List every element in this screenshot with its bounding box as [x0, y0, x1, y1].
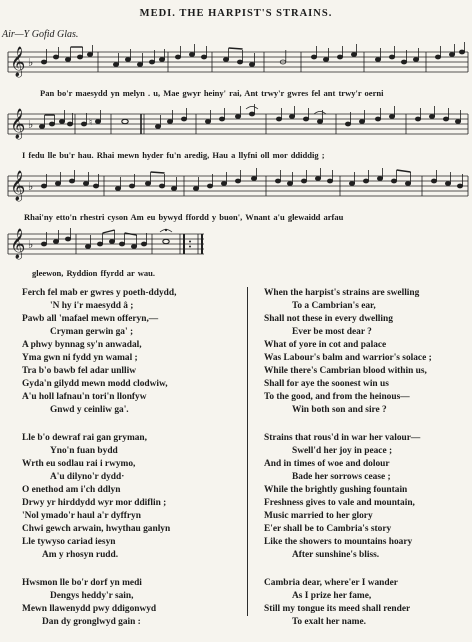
flat-key-signature-icon: ♭	[28, 239, 34, 251]
verse-line: Bade her sorrows cease ;	[292, 472, 391, 482]
verse-line: Drwy yr hirddydd wyr mor ddiflin ;	[22, 498, 167, 508]
english-verses	[264, 287, 469, 642]
flat-key-signature-icon: ♭	[28, 57, 34, 69]
lyric-line-1: Pan bo'r maesydd yn melyn . u, Mae gwyr heiny' rai, Ant trwy'r gwres fel ant trwy'r oerni	[40, 88, 384, 98]
music-system-2	[0, 106, 472, 150]
verse-line: Chwi gewch arwain, hwythau ganlyn	[22, 524, 171, 534]
verse-line: Mewn llawenydd pwy ddigonwyd	[22, 604, 157, 614]
verse-line: Still my tongue its meed shall render	[264, 604, 411, 614]
verse-line: A'u dilyno'r dydd·	[50, 472, 125, 482]
verse-line: While there's Cambrian blood within us,	[264, 366, 427, 376]
verse-line: To a Cambrian's ear,	[292, 301, 376, 311]
verse-line: E'er shall be to Cambria's story	[264, 524, 392, 534]
verse-line: Ever be most dear ?	[292, 327, 372, 337]
treble-clef-icon: 𝄞	[10, 171, 26, 201]
verse-line: To exalt her name.	[292, 617, 366, 627]
music-system-3	[0, 168, 472, 212]
verse-line: A'u holl lafnau'n tori'n llonfyw	[22, 392, 147, 402]
verse-line: Yno'n fuan bydd	[50, 446, 118, 456]
lyric-line-3: Rhai'ny etto'n rhestri cyson Am eu bywyd ffordd y buon', Wnant a'u glewaidd arfau	[24, 212, 344, 222]
column-divider	[247, 287, 248, 616]
staff-1	[0, 44, 472, 88]
english-stanza-3	[264, 577, 469, 629]
verse-line: Ferch fel mab er gwres y poeth-ddydd,	[22, 288, 177, 298]
verse-line: Win both son and sire ?	[292, 405, 387, 415]
verse-line: Dan dy gronglwyd gain :	[42, 617, 141, 627]
verse-line: Shall not these in every dwelling	[264, 314, 393, 324]
verse-line: After sunshine's bliss.	[292, 550, 380, 560]
treble-clef-icon: 𝄞	[10, 109, 26, 139]
verse-line: 'Nol ymado'r haul a'r dyffryn	[22, 511, 141, 521]
verse-line: Hwsmon lle bo'r dorf yn medi	[22, 578, 142, 588]
music-system-4	[0, 226, 472, 270]
verse-line: Music married to her glory	[264, 511, 373, 521]
verse-line: Lle tywyso cariad iesyn	[22, 537, 116, 547]
svg-text:♮: ♮	[89, 117, 93, 127]
english-stanza-2	[264, 432, 469, 562]
verse-line: Cryman gerwin ga' ;	[50, 327, 134, 337]
verse-line: Cambria dear, where'er I wander	[264, 578, 398, 588]
verse-line: Strains that rous'd in war her valour—	[264, 433, 421, 443]
verse-line: Gyda'n gilydd mewn modd clodwiw,	[22, 379, 168, 389]
flat-key-signature-icon: ♭	[28, 119, 34, 131]
welsh-stanza-1	[22, 287, 234, 417]
verse-line: Wrth eu sodlau rai i rwymo,	[22, 459, 136, 469]
verse-line: Yma gwn ni fydd yn wamal ;	[22, 353, 138, 363]
welsh-verses	[22, 287, 234, 642]
verse-line: When the harpist's strains are swelling	[264, 288, 420, 298]
staff-2	[0, 106, 472, 150]
staff-4	[0, 226, 472, 270]
verse-line: O enethod am i'ch ddlyn	[22, 485, 121, 495]
welsh-stanza-3	[22, 577, 234, 629]
verse-line: 'N hy i'r maesydd â ;	[50, 301, 134, 311]
verse-line: And in times of woe and dolour	[264, 459, 390, 469]
lyric-line-4: gleewon, Ryddion ffyrdd ar wau.	[32, 268, 156, 278]
verse-line: Lle b'o dewraf rai gan gryman,	[22, 433, 147, 443]
staff-3	[0, 168, 472, 212]
verse-line: Freshness gives to vale and mountain,	[264, 498, 415, 508]
english-stanza-1	[264, 287, 469, 417]
verse-line: To the good, and from the heinous—	[264, 392, 410, 402]
verse-line: Swell'd her joy in peace ;	[292, 446, 393, 456]
treble-clef-icon: 𝄞	[10, 47, 26, 77]
verse-line: While the brightly gushing fountain	[264, 485, 408, 495]
music-system-1	[0, 44, 472, 88]
verse-line: Gnwd y ceinliw ga'.	[50, 405, 129, 415]
flat-key-signature-icon: ♭	[28, 181, 34, 193]
treble-clef-icon: 𝄞	[10, 229, 26, 259]
verse-line: Was Labour's balm and warrior's solace ;	[264, 353, 432, 363]
lyric-line-2: I fedu lle bu'r hau. Rhai mewn hyder fu'n aredig, Hau a llyfni oll mor ddiddig ;	[22, 150, 325, 160]
air-label: Air—Y Gofid Glas.	[2, 29, 79, 40]
verse-line: Pawb all 'mafael mewn offeryn,—	[22, 314, 159, 324]
verse-line: Shall for aye the soonest win us	[264, 379, 389, 389]
welsh-stanza-2	[22, 432, 234, 562]
verse-line: What of yore in cot and palace	[264, 340, 387, 350]
verse-line: As I prize her fame,	[292, 591, 372, 601]
verse-line: Am y rhosyn rudd.	[42, 550, 119, 560]
page-title: MEDI. THE HARPIST'S STRAINS.	[139, 8, 333, 19]
verse-line: Tra b'o bawb fel adar unlliw	[22, 366, 136, 376]
verse-line: A phwy bynnag sy'n anwadal,	[22, 340, 142, 350]
verse-line: Like the showers to mountains hoary	[264, 537, 413, 547]
verse-line: Dengys heddy'r sain,	[50, 591, 134, 601]
